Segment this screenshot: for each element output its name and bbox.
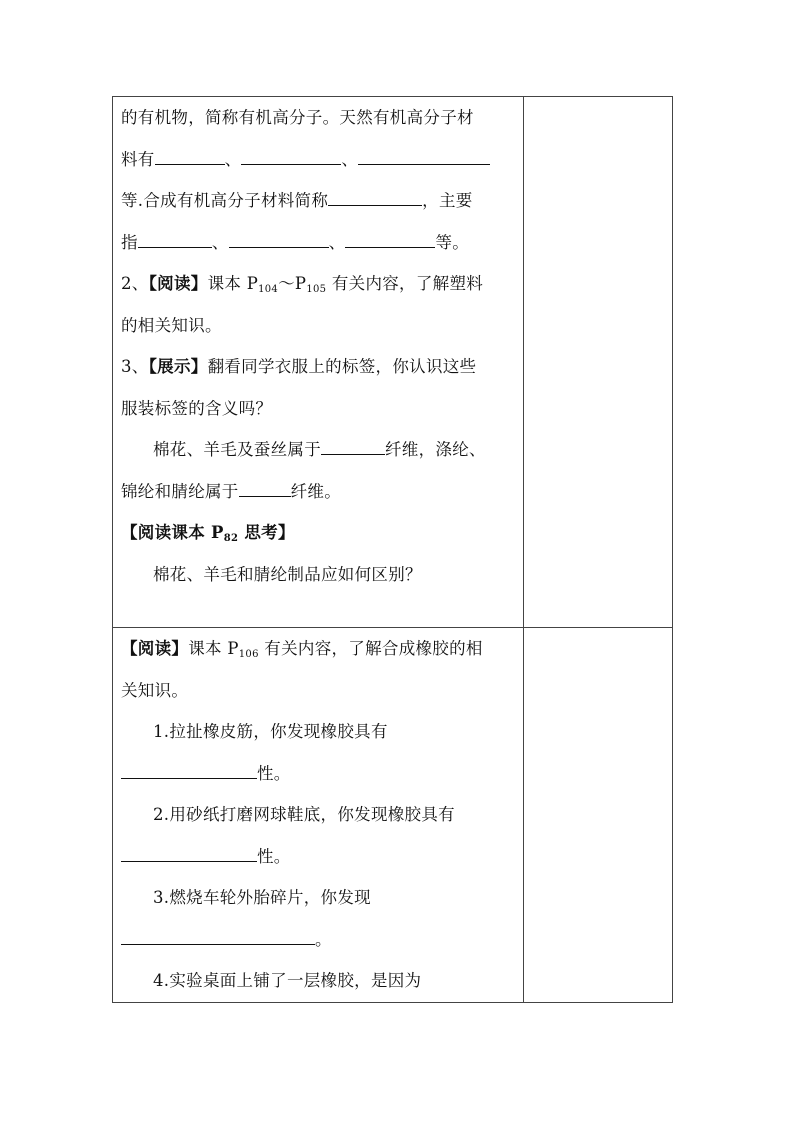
text: 。: [315, 929, 332, 949]
read-tag: 【阅读】: [121, 639, 189, 658]
text: 有关内容，了解合成橡胶的相: [258, 639, 483, 658]
table-row: [113, 97, 673, 628]
text: 等。: [435, 232, 470, 252]
question-text: 1.拉扯橡皮筋，你发现橡胶具有: [153, 722, 388, 741]
text-line: [121, 388, 517, 430]
text: 棉花、羊毛及蚕丝属于: [153, 440, 321, 459]
question-text: 4.实验桌面上铺了一层橡胶，是因为: [153, 971, 422, 990]
text-line: [121, 960, 517, 1002]
text: 关知识。: [121, 680, 189, 700]
text: 纤维，涤纶、: [385, 440, 486, 459]
fill-blank[interactable]: [121, 762, 257, 779]
text-line: [121, 711, 517, 753]
text: 纤维。: [290, 481, 342, 501]
fill-blank[interactable]: [358, 148, 490, 165]
fill-blank[interactable]: [138, 231, 212, 248]
text-line: [121, 263, 517, 305]
text: 性。: [257, 846, 291, 866]
text: 、: [211, 232, 229, 252]
text: 翻看同学衣服上的标签，你认识这些: [207, 357, 477, 376]
page-subscript: 104: [258, 284, 279, 295]
text-line: [121, 305, 517, 347]
fill-blank[interactable]: [345, 231, 435, 248]
text: 服装标签的含义吗？: [121, 398, 273, 418]
text-line: [121, 512, 517, 554]
item-number: 2、: [121, 274, 149, 293]
read-tag: 【阅读】: [148, 274, 208, 293]
text-line: [121, 222, 517, 264]
text: 、: [224, 149, 242, 169]
text: 课本 P: [207, 274, 259, 293]
text-line: [121, 794, 517, 836]
page-subscript: 105: [306, 284, 327, 295]
text-line: [121, 429, 517, 471]
question-text: 2.用砂纸打磨网球鞋底，你发现橡胶具有: [153, 805, 455, 824]
fill-blank[interactable]: [239, 480, 291, 497]
fill-blank[interactable]: [155, 148, 225, 165]
text-line: [121, 346, 517, 388]
item-number: 3、: [121, 357, 149, 376]
notes-cell-1[interactable]: [523, 97, 672, 628]
text: 的有机物，简称有机高分子。天然有机高分子材: [121, 108, 474, 127]
content-cell-2: [113, 628, 524, 1003]
table-row: [113, 628, 673, 1003]
text-line: [121, 97, 517, 139]
content-cell-1: [113, 97, 524, 628]
text: 的相关知识。: [121, 315, 222, 335]
fill-blank[interactable]: [321, 438, 385, 455]
worksheet-table: [112, 96, 673, 1003]
page-subscript: 106: [238, 649, 259, 660]
text: 、: [328, 232, 346, 252]
text: 锦纶和腈纶属于: [121, 481, 239, 501]
text-line: [121, 753, 517, 795]
fill-blank[interactable]: [121, 928, 315, 945]
text: 有关内容，了解塑料: [326, 274, 484, 293]
heading-text: 【阅读课本 P: [121, 523, 224, 542]
text-line: [121, 877, 517, 919]
question-text: 3.燃烧车轮外胎碎片，你发现: [153, 888, 371, 907]
fill-blank[interactable]: [328, 189, 422, 206]
text: 、: [341, 149, 359, 169]
text-line: [121, 628, 517, 670]
page-subscript: 82: [223, 533, 239, 544]
text: 等.合成有机高分子材料简称: [121, 191, 329, 210]
show-tag: 【展示】: [148, 357, 208, 376]
text-line: [121, 471, 517, 513]
text: 性。: [257, 763, 291, 783]
text-line: [121, 139, 517, 181]
fill-blank[interactable]: [229, 231, 329, 248]
text: 指: [121, 232, 138, 252]
text: ，主要: [422, 191, 473, 210]
text-line: [121, 554, 517, 596]
text: 料有: [121, 149, 155, 169]
text-line: [121, 836, 517, 878]
notes-cell-2[interactable]: [523, 628, 672, 1003]
fill-blank[interactable]: [241, 148, 341, 165]
text: 课本 P: [188, 639, 239, 658]
heading-text: 思考】: [238, 523, 295, 542]
text-line: [121, 670, 517, 712]
text: 棉花、羊毛和腈纶制品应如何区别？: [153, 564, 422, 584]
text-line: [121, 919, 517, 961]
fill-blank[interactable]: [121, 845, 257, 862]
text-line: [121, 180, 517, 222]
text: ～P: [278, 274, 307, 293]
